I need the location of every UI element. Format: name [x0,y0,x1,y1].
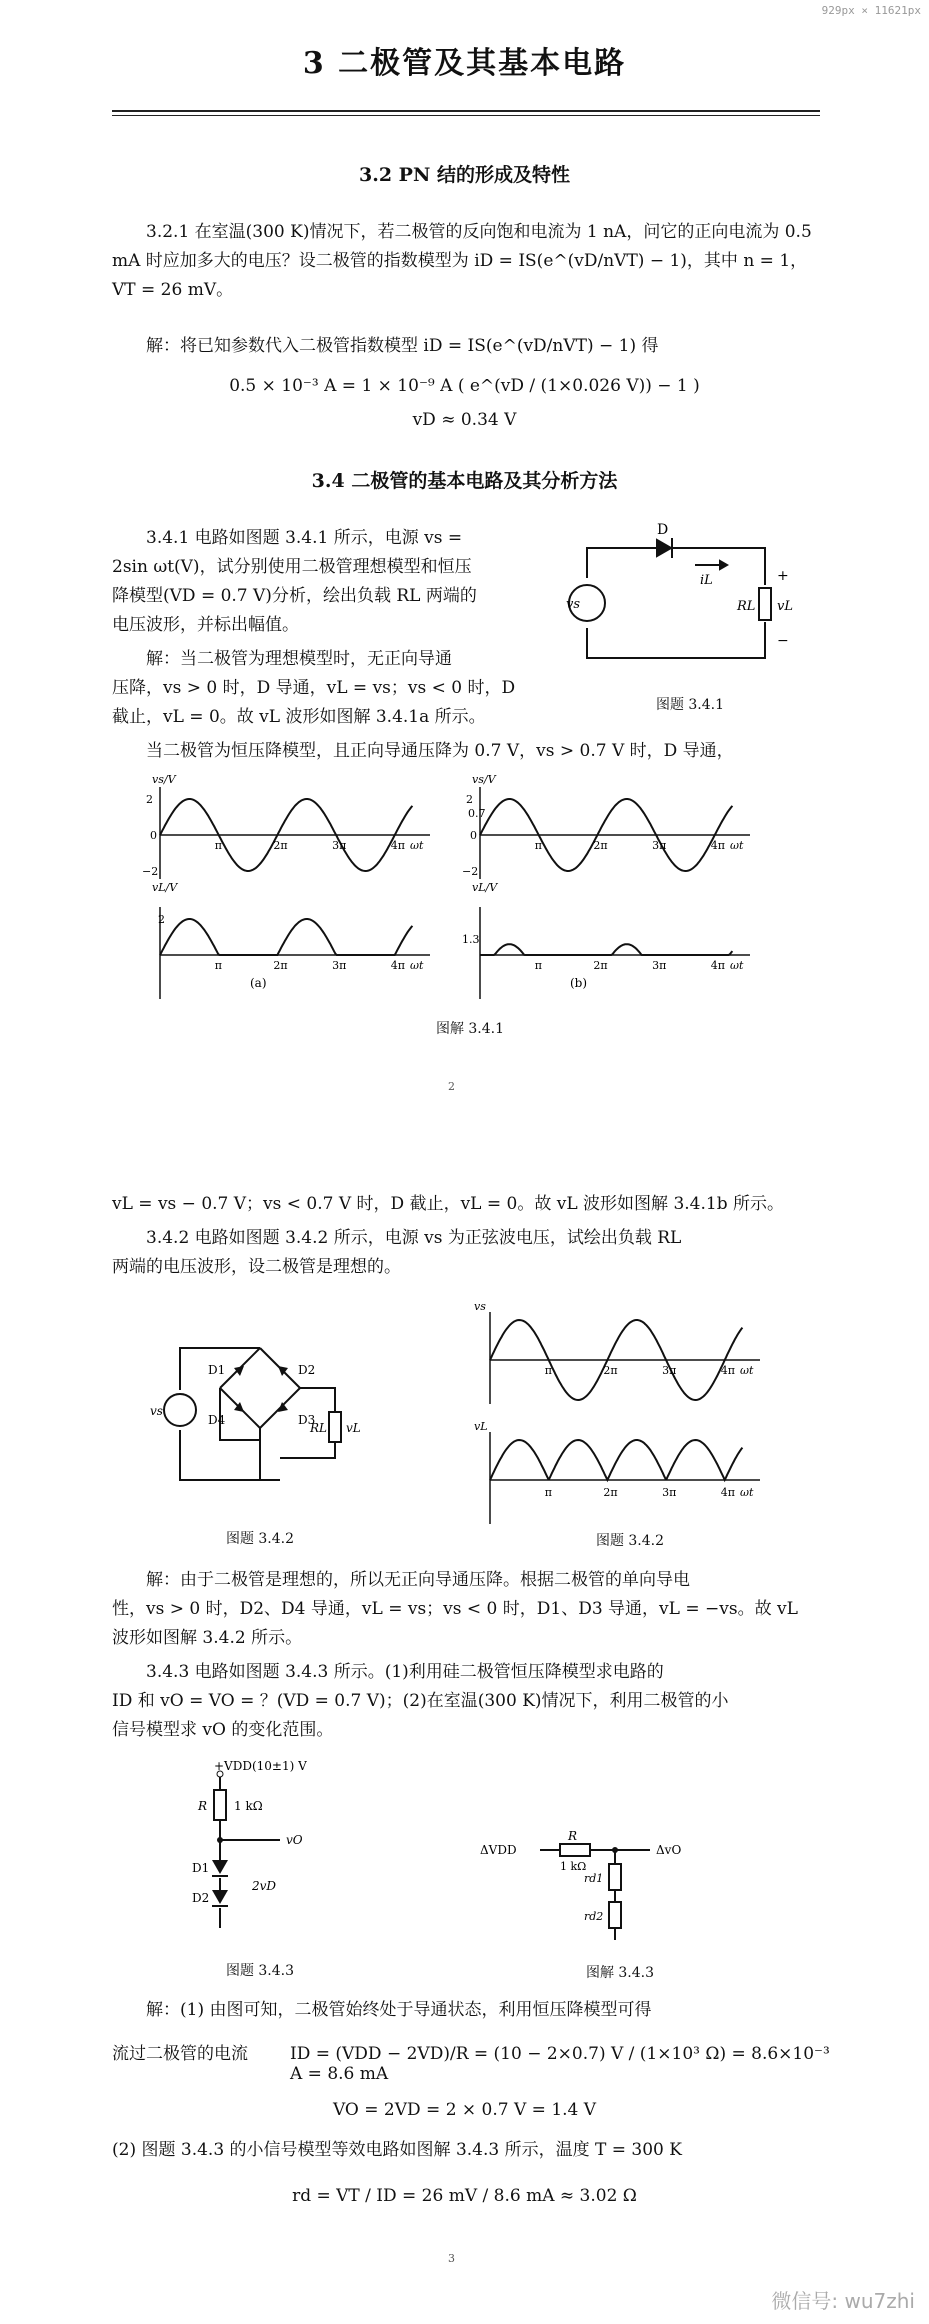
vl342-label: vL [474,1420,488,1433]
vl-a-curve [160,919,412,955]
viewer-size: 929px × 11621px [821,4,921,17]
vo-label: vO [286,1833,303,1847]
vl-b-tick: 2π [593,959,608,972]
figure-solution-3-4-1-caption: 图解 3.4.1 [435,1021,505,1037]
vs-a-tick: 3π [332,839,347,852]
vs-a-tick: 2π [273,839,288,852]
vs-a-tick: π [214,839,222,852]
problem-3-4-1-line3: 降模型(VD = 0.7 V)分析，绘出负载 RL 两端的 [112,586,477,606]
problem-3-4-2-line2: 两端的电压波形，设二极管是理想的。 [112,1257,401,1277]
load-label: RL [737,599,756,614]
vs342-tick: 4π [720,1364,736,1377]
vs-a-tick: 4π [390,839,406,852]
figure-3-4-2-caption: 图题 3.4.2 [225,1531,295,1547]
bridge-rl: RL [310,1421,328,1435]
vs-b-zero: 0 [470,829,477,842]
vs-a-amp: 2 [146,793,153,806]
vs-b-tick: 2π [593,839,608,852]
page-number-2: 2 [448,1080,455,1093]
r-small-value: 1 kΩ [560,1860,587,1873]
problem-3-4-1-line4: 电压波形，并标出幅值。 [112,615,299,635]
solution-3-4-3-line3: (2) 图题 3.4.3 的小信号模型等效电路如图解 3.4.3 所示，温度 T = 300 K [112,2140,682,2160]
vl-a-t: ωt [410,959,424,972]
circuit-diagram-3-4-3 [190,1760,390,1950]
bridge-vl: vL [346,1421,361,1435]
vl-a-tick: π [214,959,222,972]
solution-3-4-1-line1: 解：当二极管为理想模型时，无正向导通 [146,649,452,669]
small-signal-circuit-3-4-3 [480,1830,740,1950]
current-label: iL [700,573,713,588]
vs-a-label: vs/V [152,773,176,786]
section-3-4-title: 3.4 二极管的基本电路及其分析方法 [311,470,618,492]
bridge-vs: vs [150,1404,163,1418]
bridge-d4: D4 [208,1413,226,1427]
vs342-tick: 3π [662,1364,677,1377]
problem-3-4-2-line1: 3.4.2 电路如图题 3.4.2 所示，电源 vs 为正弦波电压，试绘出负载 RL [146,1228,682,1248]
vl-label: vL [777,599,793,614]
problem-3-4-1-line2: 2sin ωt(V)，试分别使用二极管理想模型和恒压 [112,557,472,577]
problem-3-4-3-line1: 3.4.3 电路如图题 3.4.3 所示。(1)利用硅二极管恒压降模型求电路的 [146,1662,664,1682]
r-value: 1 kΩ [234,1799,263,1813]
vl342-t: ωt [740,1486,754,1499]
bridge-d1: D1 [208,1363,226,1377]
minus-sign: − [777,633,789,649]
equation-id: ID = (VDD − 2VD)/R = (10 − 2×0.7) V / (1×10³ Ω) = 8.6×10⁻³ A = 8.6 mA [290,2044,830,2084]
equation-rd: rd = VT / ID = 26 mV / 8.6 mA ≈ 3.02 Ω [292,2186,637,2206]
vl-a-label: vL/V [152,881,178,894]
equation-vo: VO = 2VD = 2 × 0.7 V = 1.4 V [332,2100,597,2120]
bridge-d2: D2 [298,1363,316,1377]
problem-3-2-1: 3.2.1 在室温(300 K)情况下，若二极管的反向饱和电流为 1 nA，问它的正向电流为 0.5 mA 时应加多大的电压？设二极管的指数模型为 iD = IS(e^(vD/nVT) − 1)，其中 n = 1，VT = 26 mV。 [112,222,812,300]
vl-a-amp: 2 [158,913,165,926]
vs-b-t: ωt [730,839,744,852]
diode-label: D [657,522,669,538]
vl342-tick: 4π [720,1486,736,1499]
vs-b-label: vs/V [472,773,496,786]
vs342-t: ωt [740,1364,754,1377]
vs-b-tick: 3π [652,839,667,852]
vl342-tick: 2π [603,1486,618,1499]
bridge-circuit-3-4-2 [150,1340,390,1500]
vd-label: 2vD [252,1879,277,1893]
vl-a-tag: (a) [250,976,267,990]
d2-label: D2 [192,1891,210,1905]
vl-b-13: 1.3 [462,933,480,946]
vs-a-zero: 0 [150,829,157,842]
vs-b-ampneg: −2 [462,865,479,878]
plus-sign: + [777,568,789,584]
problem-3-4-1-line1: 3.4.1 电路如图题 3.4.1 所示，电源 vs = [146,528,463,548]
rd2-label: rd2 [584,1910,604,1923]
watermark: 微信号: wu7zhi [771,2289,915,2313]
circuit-diagram-3-4-1 [566,520,793,680]
figure-3-4-3-caption: 图题 3.4.3 [225,1963,295,1979]
vl-b-t: ωt [730,959,744,972]
vs-a-t: ωt [410,839,424,852]
continuation-3-4-1: vL = vs − 0.7 V；vs < 0.7 V 时，D 截止，vL = 0。故 vL 波形如图解 3.4.1b 所示。 [112,1194,784,1214]
bridge-d3: D3 [298,1413,316,1427]
vs-a-ampneg: −2 [142,865,159,878]
vs-b-07: 0.7 [468,807,486,820]
dvdd-label: ΔVDD [480,1843,517,1857]
figure-3-4-2b-caption: 图题 3.4.2 [595,1533,665,1549]
r-small-label: R [568,1829,578,1843]
vs342-label: vs [474,1300,486,1313]
vl-b-tick: π [534,959,542,972]
vl-b-tag: (b) [570,976,588,990]
vs342-tick: π [544,1364,552,1377]
dvo-label: ΔvO [656,1843,682,1857]
source-label: vs [566,597,581,612]
vl342-tick: π [544,1486,552,1499]
solution-3-4-3-line2: 流过二极管的电流 [112,2044,248,2064]
solution-3-2-1: 解：将已知参数代入二极管指数模型 iD = IS(e^(vD/nVT) − 1) 得 [146,336,659,356]
vl-b-curve [480,944,732,955]
solution-3-4-2-line2: 性，vs > 0 时，D2、D4 导通，vL = vs；vs < 0 时，D1、D3 导通，vL = −vs。故 vL [112,1599,798,1619]
vl342-tick: 3π [662,1486,677,1499]
d1-label: D1 [192,1861,210,1875]
problem-3-4-3-line3: 信号模型求 vO 的变化范围。 [112,1720,334,1740]
waveform-3-4-2 [470,1290,780,1520]
figure-3-4-1-caption: 图题 3.4.1 [655,697,725,713]
vs-b-tick: 4π [710,839,726,852]
vl-b-tick: 4π [710,959,726,972]
solution-3-4-2-line1: 解：由于二极管是理想的，所以无正向导通压降。根据二极管的单向导电 [146,1570,690,1590]
vl-a-tick: 2π [273,959,288,972]
vl-b-label: vL/V [472,881,498,894]
solution-3-4-2-line3: 波形如图解 3.4.2 所示。 [112,1628,303,1648]
vs-b-amp: 2 [466,793,473,806]
solution-3-4-1-line3: 截止，vL = 0。故 vL 波形如图解 3.4.1a 所示。 [112,707,486,727]
vl342-curve [490,1440,742,1480]
solution-3-4-1-line4: 当二极管为恒压降模型，且正向导通压降为 0.7 V，vs > 0.7 V 时，D 导通， [146,741,734,761]
chapter-rule [112,110,820,116]
page-number-3: 3 [448,2252,455,2265]
waveform-3-4-1 [142,773,800,1015]
solution-3-4-3-line1: 解：(1) 由图可知，二极管始终处于导通状态，利用恒压降模型可得 [146,2000,652,2020]
vdd-label: +VDD(10±1) V [214,1759,307,1773]
solution-3-4-1-line2: 压降，vs > 0 时，D 导通，vL = vs；vs < 0 时，D [112,678,516,698]
problem-3-4-3-line2: ID 和 vO = VO = ？(VD = 0.7 V)；(2)在室温(300 K)情况下，利用二极管的小 [112,1691,729,1711]
section-3-2-title: 3.2 PN 结的形成及特性 [359,164,570,186]
equation-3-2-1-b: vD ≈ 0.34 V [412,410,517,430]
r-label: R [198,1799,208,1813]
chapter-title: 3 二极管及其基本电路 [302,46,627,81]
figure-solution-3-4-3-caption: 图解 3.4.3 [585,1965,655,1981]
rd1-label: rd1 [584,1872,604,1885]
equation-3-2-1-a: 0.5 × 10⁻³ A = 1 × 10⁻⁹ A ( e^(vD / (1×0.026 V)) − 1 ) [229,376,700,396]
vl-a-tick: 4π [390,959,406,972]
vl-b-tick: 3π [652,959,667,972]
vl-a-tick: 3π [332,959,347,972]
vs-b-tick: π [534,839,542,852]
vs342-tick: 2π [603,1364,618,1377]
